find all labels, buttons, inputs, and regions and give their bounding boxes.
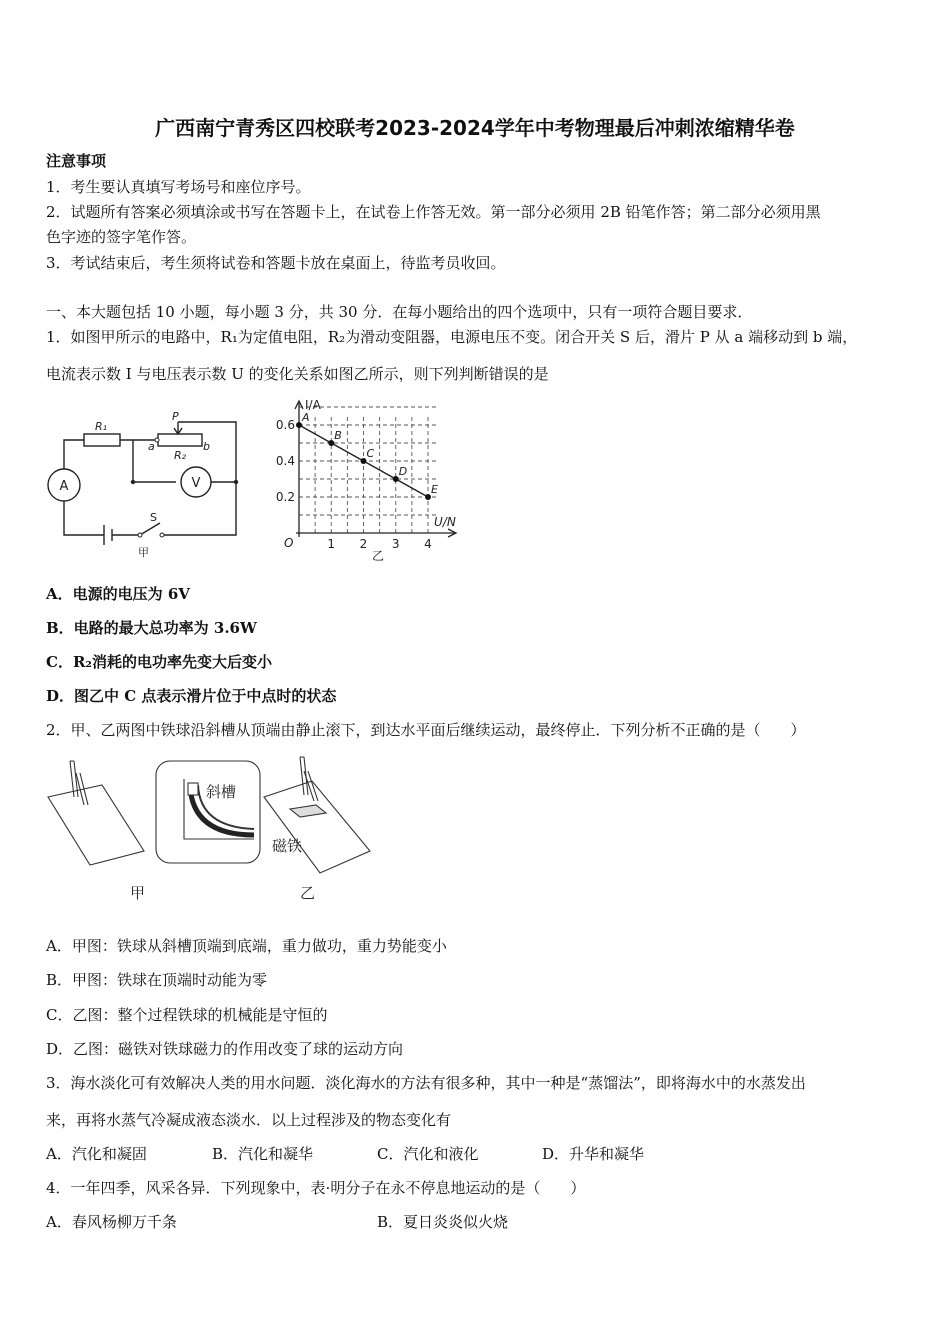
y-tick-label: 0.6 <box>275 418 295 432</box>
x-axis-label: U/N <box>434 515 456 529</box>
label-magnet: 磁铁 <box>272 837 303 855</box>
graph-caption: 乙 <box>372 549 385 563</box>
circuit-caption: 甲 <box>138 546 149 559</box>
y-axis-label: I/A <box>305 398 321 412</box>
q2-option-c: C．乙图：整个过程铁球的机械能是守恒的 <box>46 1006 328 1024</box>
q2-option-a: A．甲图：铁球从斜槽顶端到底端，重力做功，重力势能变小 <box>46 937 447 955</box>
q1-circuit-diagram <box>40 410 250 560</box>
switch-contact <box>138 533 142 537</box>
label-groove: 斜槽 <box>206 783 237 801</box>
notice-item-1: 1．考生要认真填写考场号和座位序号。 <box>46 178 311 196</box>
q4-option-a: A．春风杨柳万千条 <box>46 1213 177 1231</box>
q1-option-d: D．图乙中 C 点表示滑片位于中点时的状态 <box>46 687 337 705</box>
data-point-label: A <box>302 411 310 424</box>
q1-stem-line-2: 电流表示数 I 与电压表示数 U 的变化关系如图乙所示，则下列判断错误的是 <box>46 365 549 383</box>
q1-option-b: B．电路的最大总功率为 3.6W <box>46 619 257 637</box>
page-title: 广西南宁青秀区四校联考2023-2024学年中考物理最后冲刺浓缩精华卷 <box>155 116 795 140</box>
q1-stem-line-1: 1．如图甲所示的电路中，R₁为定值电阻，R₂为滑动变阻器，电源电压不变。闭合开关 S 后，滑片 P 从 a 端移动到 b 端， <box>46 328 858 346</box>
junction <box>234 480 238 484</box>
x-tick-label: 2 <box>359 537 368 551</box>
resistor-r1 <box>84 434 120 446</box>
q2-stem: 2．甲、乙两图中铁球沿斜槽从顶端由静止滚下，到达水平面后继续运动，最终停止．下列分析不正确的是（ ） <box>46 721 806 739</box>
terminal-a <box>155 438 159 442</box>
q2-figure <box>44 755 374 905</box>
origin-label: O <box>284 536 294 550</box>
groove-top-block <box>188 783 198 795</box>
left-board <box>48 785 144 865</box>
q3-option-d: D．升华和凝华 <box>542 1145 645 1163</box>
magnet <box>290 805 326 817</box>
x-tick-label: 1 <box>327 537 336 551</box>
data-point-label: D <box>398 465 408 478</box>
notice-item-2: 2．试题所有答案必须填涂或书写在答题卡上，在试卷上作答无效。第一部分必须用 2B 铅笔作答；第二部分必须用黑 <box>46 203 821 221</box>
q1-option-a: A．电源的电压为 6V <box>46 585 190 603</box>
right-board <box>264 781 370 873</box>
q2-option-d: D．乙图：磁铁对铁球磁力的作用改变了球的运动方向 <box>46 1040 404 1058</box>
q3-stem-line-2: 来，再将水蒸气冷凝成液态淡水．以上过程涉及的物态变化有 <box>46 1111 452 1129</box>
q1-option-c: C．R₂消耗的电功率先变大后变小 <box>46 653 272 671</box>
data-point-label: E <box>431 483 438 496</box>
label-a: a <box>148 440 155 453</box>
notice-item-3: 3．考试结束后，考生须将试卷和答题卡放在桌面上，待监考员收回。 <box>46 254 506 272</box>
q4-option-b: B．夏日炎炎似火烧 <box>377 1213 509 1231</box>
label-p: P <box>172 410 179 423</box>
q3-option-c: C．汽化和液化 <box>377 1145 479 1163</box>
q4-stem: 4．一年四季，风采各异．下列现象中，表·明分子在永不停息地运动的是（ ） <box>46 1179 586 1197</box>
caption-right: 乙 <box>300 884 316 902</box>
data-point-label: C <box>366 447 375 460</box>
switch-s <box>140 523 160 535</box>
label-r2: R₂ <box>174 449 187 462</box>
q3-stem-line-1: 3．海水淡化可有效解决人类的用水问题．淡化海水的方法有很多种，其中一种是“蒸馏法”，即将海水中的水蒸发出 <box>46 1074 806 1092</box>
voltmeter-symbol: V <box>191 476 201 491</box>
notice-item-2-cont: 色字迹的签字笔作答。 <box>46 228 197 246</box>
label-s: S <box>150 511 157 524</box>
ammeter-symbol: A <box>59 479 69 494</box>
y-tick-label: 0.4 <box>275 454 295 468</box>
rheostat-r2 <box>158 434 202 446</box>
q3-option-a: A．汽化和凝固 <box>46 1145 147 1163</box>
notice-heading: 注意事项 <box>46 152 107 170</box>
junction <box>131 480 135 484</box>
q1-iu-graph <box>270 395 470 565</box>
circuit-wire <box>64 501 104 535</box>
caption-left: 甲 <box>130 884 146 902</box>
q3-option-b: B．汽化和凝华 <box>212 1145 314 1163</box>
right-stand <box>300 757 308 795</box>
x-tick-label: 3 <box>391 537 400 551</box>
x-tick-label: 4 <box>424 537 432 551</box>
data-point-label: B <box>334 429 342 442</box>
label-r1: R₁ <box>95 420 108 433</box>
section-1-heading: 一、本大题包括 10 小题，每小题 3 分，共 30 分．在每小题给出的四个选项中，只有一项符合题目要求． <box>46 303 753 321</box>
label-b: b <box>203 440 210 453</box>
switch-contact <box>160 533 164 537</box>
y-tick-label: 0.2 <box>275 490 295 504</box>
q2-option-b: B．甲图：铁球在顶端时动能为零 <box>46 971 268 989</box>
